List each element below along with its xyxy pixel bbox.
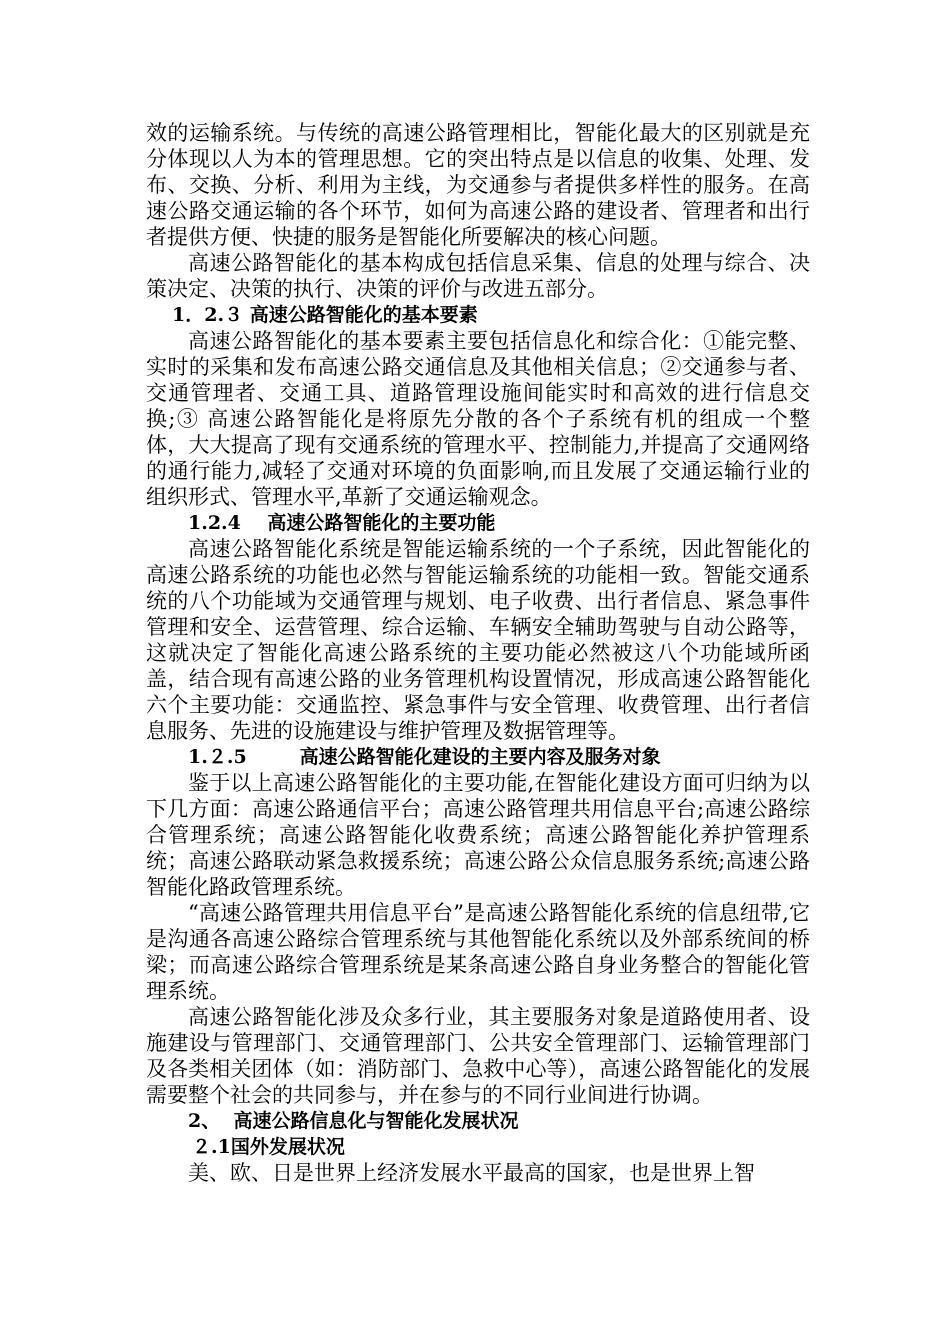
section-number: 2、 [188,1110,221,1132]
paragraph-service-objects: 高速公路智能化涉及众多行业，其主要服务对象是道路使用者、设施建设与管理部门、交通管理部门、公共安全管理部门、运输管理部门及各类相关团体（如：消防部门、急救中心等），高速公路智能化的发展需要整个社会的共同参与，并在参与的不同行业间进行协调。 [146,1005,810,1107]
section-heading-1-2-5 [188,744,810,770]
paragraph-basic-composition: 高速公路智能化的基本构成包括信息采集、信息的处理与综合、决策决定、决策的执行、决策的评价与改进五部分。 [146,251,810,301]
section-title: 高速公路信息化与智能化发展状况 [233,1110,519,1132]
section-heading-1-2-3 [172,302,810,328]
section-heading-2-1 [192,1134,810,1160]
paragraph-shared-platform: “高速公路管理共用信息平台”是高速公路智能化系统的信息纽带,它是沟通各高速公路综合管理系统与其他智能化系统以及外部系统间的桥梁；而高速公路综合管理系统是某条高速公路自身业务整合的智能化管理系统。 [146,901,810,1003]
section-heading-2 [188,1108,810,1134]
section-title: 高速公路智能化建设的主要内容及服务对象 [299,746,661,768]
document-page [146,120,810,1186]
section-number: 1．2.３ [172,304,244,326]
paragraph-construction-content: 鉴于以上高速公路智能化的主要功能,在智能化建设方面可归纳为以下几方面：高速公路通信平台；高速公路管理共用信息平台;高速公路综合管理系统；高速公路智能化收费系统；高速公路智能化养护管理系统；高速公路联动紧急救援系统；高速公路公众信息服务系统;高速公路智能化路政管理系统。 [146,771,810,899]
section-title: 高速公路智能化的基本要素 [249,304,478,326]
section-title: 国外发展状况 [230,1136,345,1158]
section-heading-1-2-4 [188,510,810,536]
paragraph-foreign-status: 美、欧、日是世界上经济发展水平最高的国家，也是世界上智 [188,1161,755,1185]
section-number: 1.2.4 [188,512,241,534]
paragraph-main-functions: 高速公路智能化系统是智能运输系统的一个子系统，因此智能化的高速公路系统的功能也必然与智能运输系统的功能相一致。智能交通系统的八个功能域为交通管理与规划、电子收费、出行者信息、紧急事件管理和安全、运营管理、综合运输、车辆安全辅助驾驶与自动公路等，这就决定了智能化高速公路系统的主要功能必然被这八个功能域所函盖，结合现有高速公路的业务管理机构设置情况，形成高速公路智能化六个主要功能：交通监控、紧急事件与安全管理、收费管理、出行者信息服务、先进的设施建设与维护管理及数据管理等。 [146,537,810,743]
section-title: 高速公路智能化的主要功能 [267,512,496,534]
section-number: ２.1 [192,1136,231,1158]
section-number: 1.２.5 [188,746,247,768]
paragraph-basic-elements: 高速公路智能化的基本要素主要包括信息化和综合化：①能完整、实时的采集和发布高速公路交通信息及其他相关信息；②交通参与者、交通管理者、交通工具、道路管理设施间能实时和高效的进行信息交换;③ 高速公路智能化是将原先分散的各个子系统有机的组成一个整体，大大提高了现有交通系统的管理水平、控制能力,并提高了交通网络的通行能力,减轻了交通对环境的负面影响,而且发展了交通运输行业的组织形式、管理水平,革新了交通运输观念。 [146,329,810,509]
paragraph-continuation: 效的运输系统。与传统的高速公路管理相比，智能化最大的区别就是充分体现以人为本的管理思想。它的突出特点是以信息的收集、处理、发布、交换、分析、利用为主线，为交通参与者提供多样性的服务。在高速公路交通运输的各个环节，如何为高速公路的建设者、管理者和出行者提供方便、快捷的服务是智能化所要解决的核心问题。 [146,121,810,249]
